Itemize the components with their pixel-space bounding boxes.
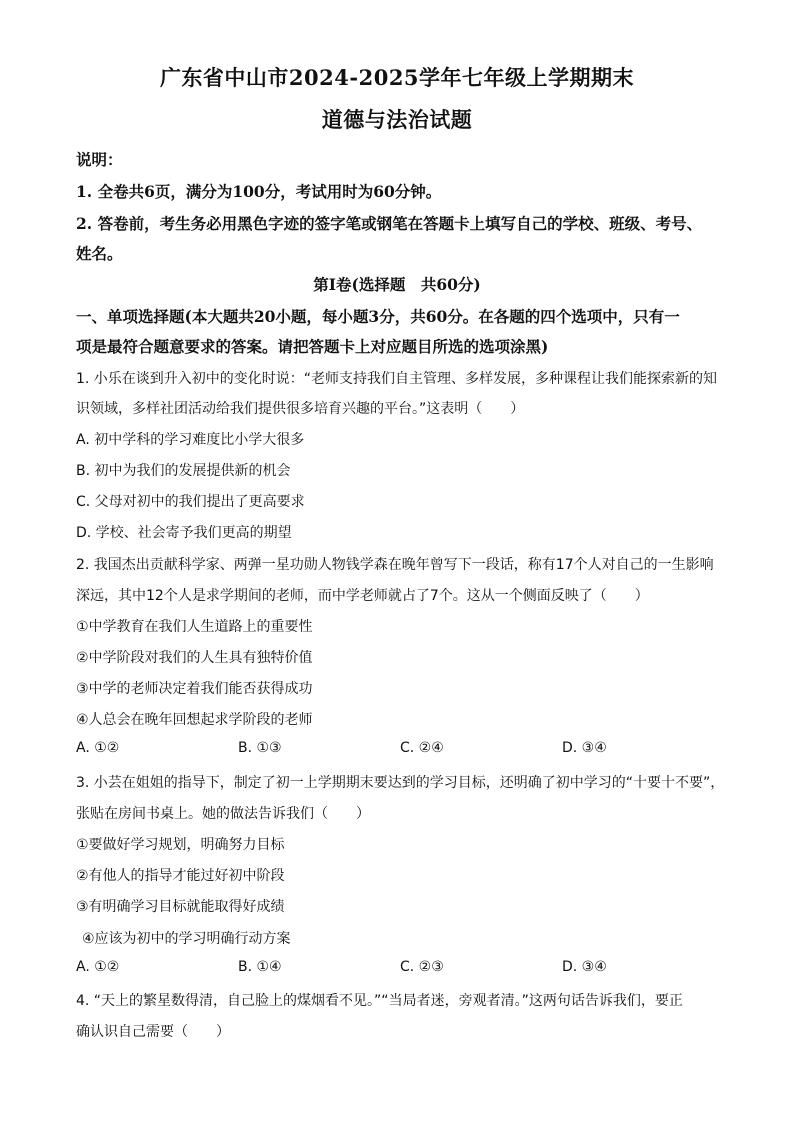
q2-stem-line1: 2. 我国杰出贡献科学家、两弹一星功勋人物钱学森在晚年曾写下一段话，称有17个人对自己的一生影响 (76, 557, 714, 573)
q2-option-b: B. ①③ (238, 740, 282, 756)
q4-stem-line1: 4. “天上的繁星数得清，自己脸上的煤烟看不见。”“当局者迷，旁观者清。”这两句话告诉我们，要正 (76, 993, 683, 1009)
instruction-1: 1. 全卷共6页，满分为100分，考试用时为60分钟。 (76, 182, 442, 201)
q1-option-b: B. 初中为我们的发展提供新的机会 (76, 463, 291, 479)
q2-option-c: C. ②④ (400, 740, 444, 756)
exam-subject: 道德与法治试题 (321, 107, 473, 132)
q1-option-c: C. 父母对初中的我们提出了更高要求 (76, 494, 305, 510)
instruction-2-cont: 姓名。 (76, 244, 123, 263)
q2-statement-1: ①中学教育在我们人生道路上的重要性 (76, 619, 313, 635)
section-heading-line2: 项是最符合题意要求的答案。请把答题卡上对应题目所选的选项涂黑) (76, 337, 549, 356)
q2-option-d: D. ③④ (562, 740, 607, 756)
q3-statement-3: ③有明确学习目标就能取得好成绩 (76, 899, 285, 915)
q3-statement-2: ②有他人的指导才能过好初中阶段 (76, 868, 285, 884)
q1-stem-line1: 1. 小乐在谈到升入初中的变化时说：“老师支持我们自主管理、多样发展，多种课程让我们能探索新的知 (76, 371, 718, 387)
instructions-heading: 说明： (76, 150, 123, 169)
q3-statement-1: ①要做好学习规划，明确努力目标 (76, 837, 285, 853)
q4-stem-line2: 确认识自己需要（ ） (76, 1024, 230, 1040)
q3-option-a: A. ①② (76, 959, 120, 975)
q2-statement-3: ③中学的老师决定着我们能否获得成功 (76, 681, 313, 697)
q2-statement-4: ④人总会在晚年回想起求学阶段的老师 (76, 712, 313, 728)
q3-option-d: D. ③④ (562, 959, 607, 975)
q3-option-b: B. ①④ (238, 959, 282, 975)
q2-statement-2: ②中学阶段对我们的人生具有独特价值 (76, 650, 313, 666)
exam-title: 广东省中山市2024-2025学年七年级上学期期末 (159, 65, 635, 90)
q3-statement-4: ④应该为初中的学习明确行动方案 (82, 931, 291, 947)
instruction-2: 2. 答卷前，考生务必用黑色字迹的签字笔或钢笔在答题卡上填写自己的学校、班级、考号、 (76, 214, 703, 233)
q1-option-a: A. 初中学科的学习难度比小学大很多 (76, 432, 305, 448)
section-heading-line1: 一、单项选择题(本大题共20小题，每小题3分，共60分。在各题的四个选项中，只有一 (76, 307, 680, 326)
q2-option-a: A. ①② (76, 740, 120, 756)
q3-option-c: C. ②③ (400, 959, 444, 975)
q1-option-d: D. 学校、社会寄予我们更高的期望 (76, 525, 292, 541)
q3-stem-line1: 3. 小芸在姐姐的指导下，制定了初一上学期期末要达到的学习目标，还明确了初中学习的“十要十不要”， (76, 775, 725, 791)
q1-stem-line2: 识领域，多样社团活动给我们提供很多培育兴趣的平台。”这表明（ ） (76, 401, 525, 417)
q2-stem-line2: 深远，其中12个人是求学期间的老师，而中学老师就占了7个。这从一个侧面反映了（ ） (76, 588, 649, 604)
part-title: 第Ⅰ卷(选择题 共60分) (313, 275, 481, 294)
q3-stem-line2: 张贴在房间书桌上。她的做法告诉我们（ ） (76, 806, 370, 822)
